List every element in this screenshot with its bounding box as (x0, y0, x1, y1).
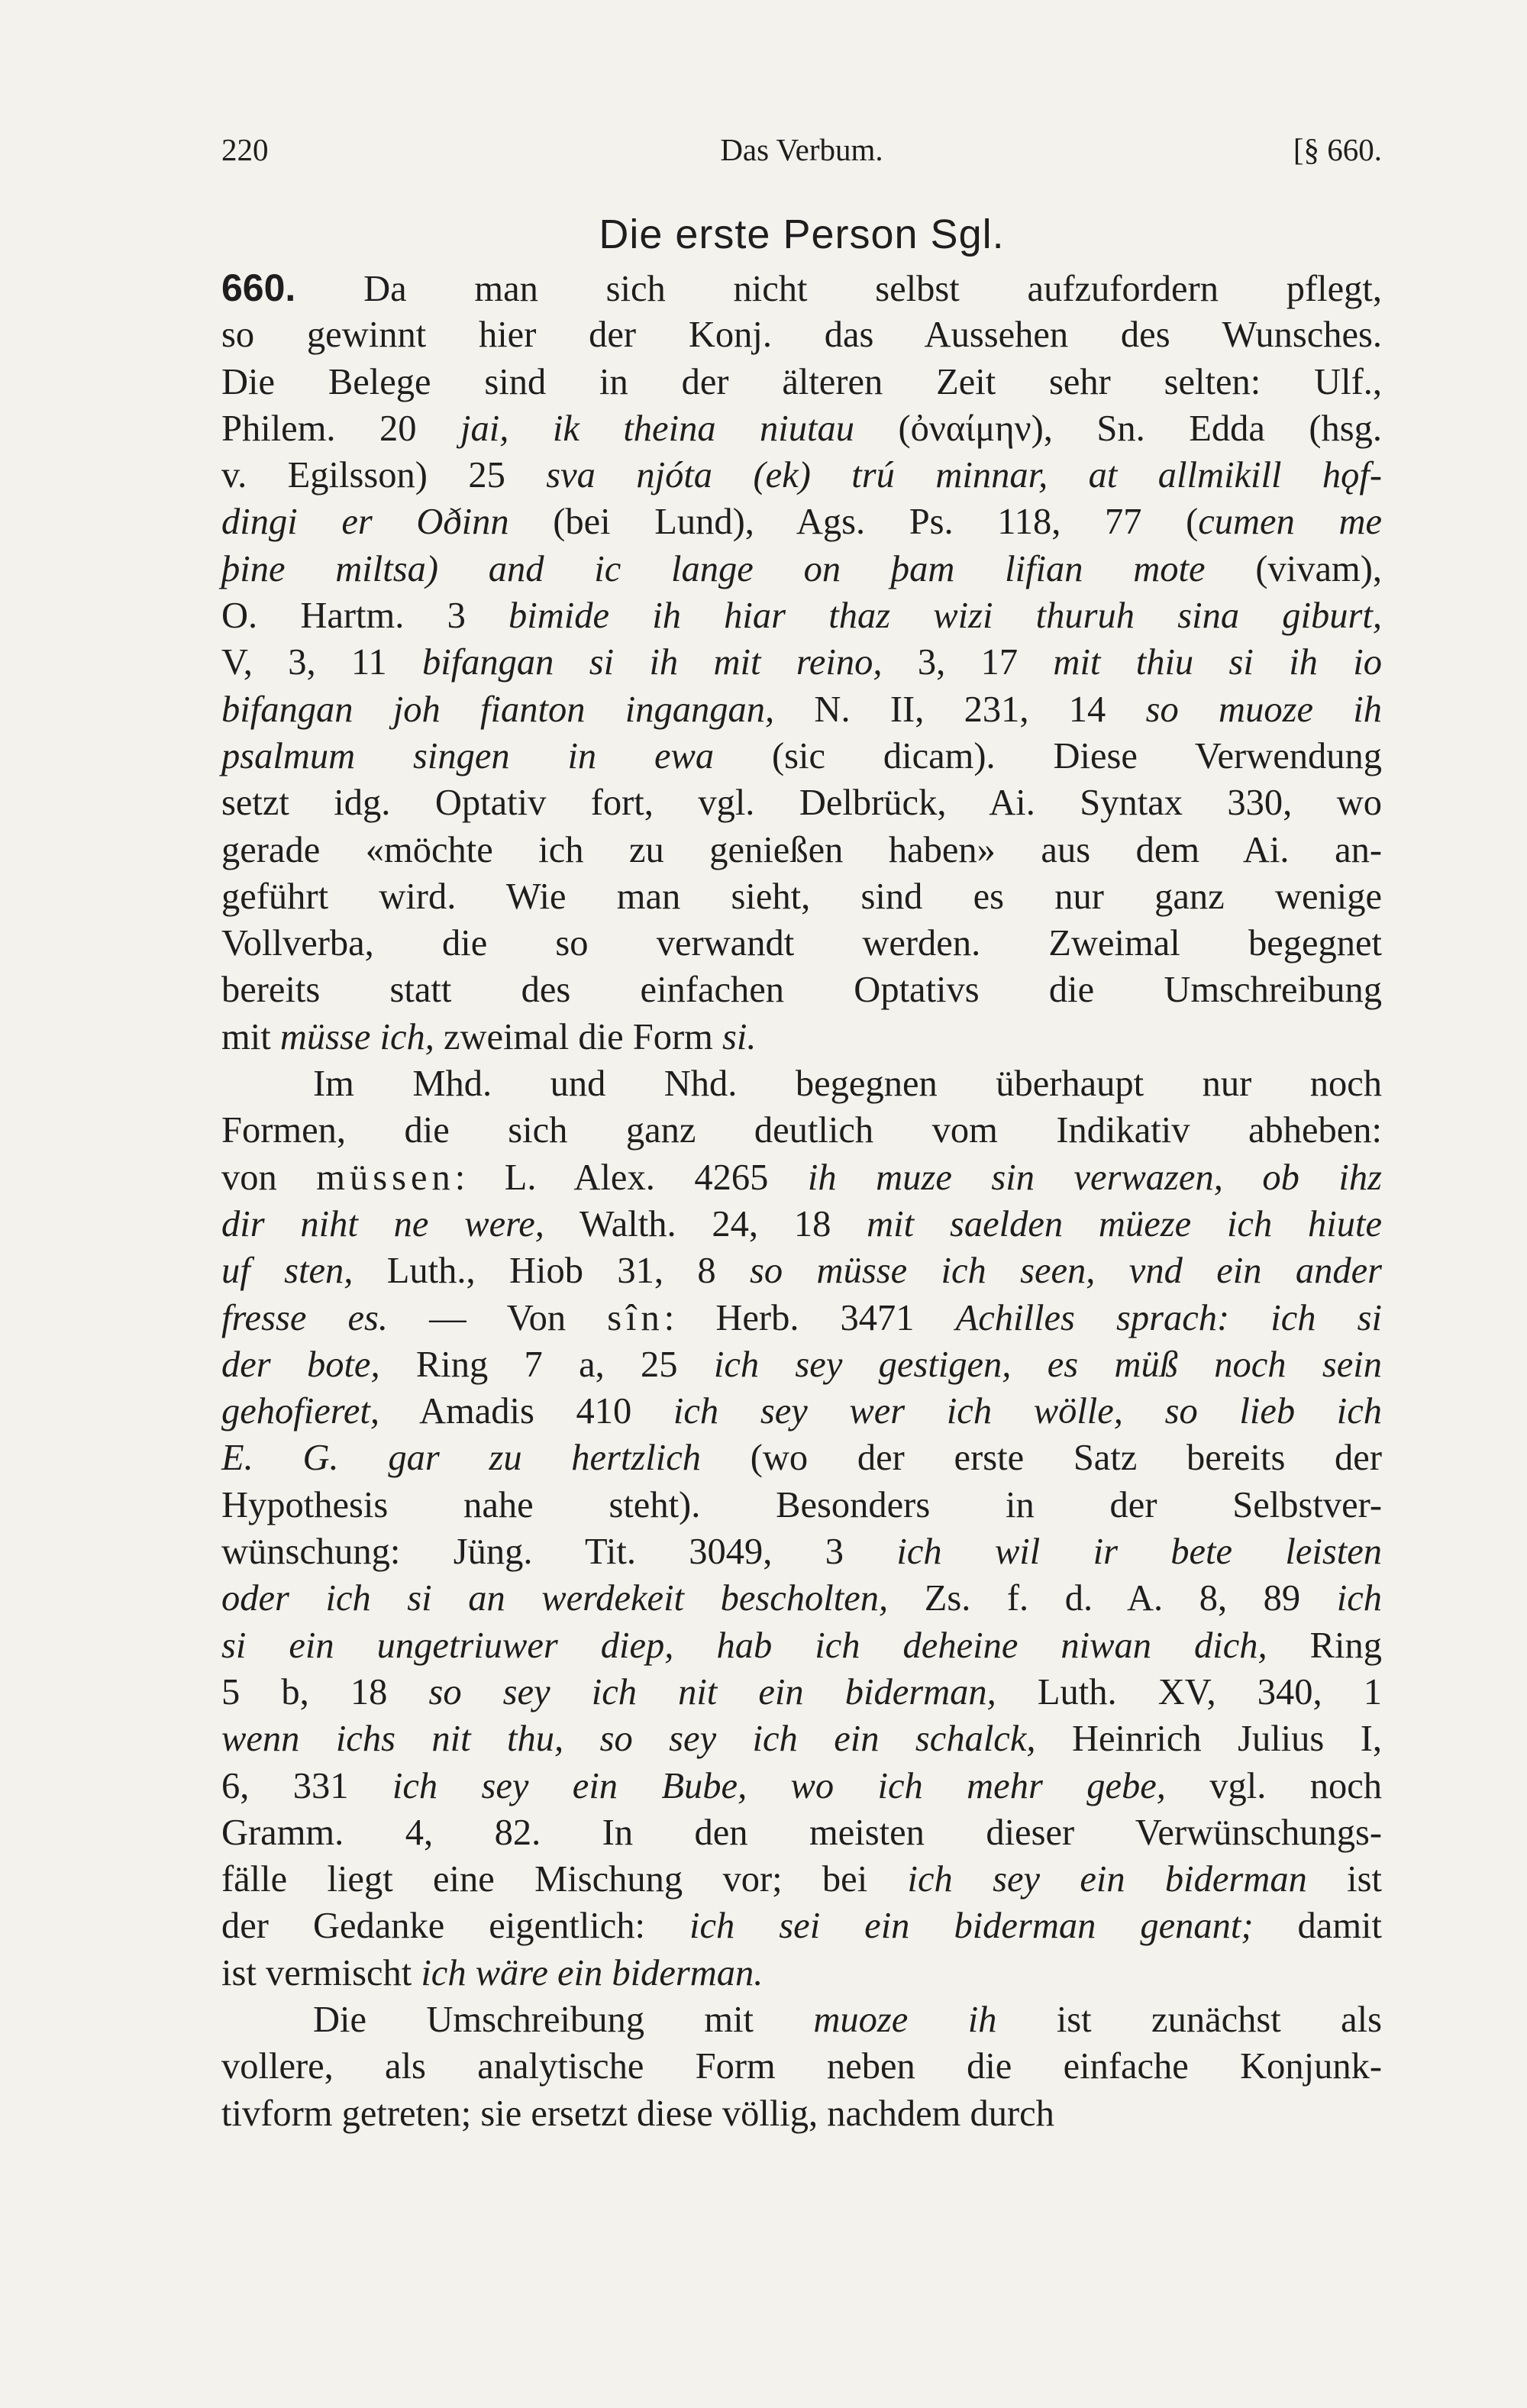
italic-citation: so muoze ih (1145, 689, 1382, 730)
text-run: vollere, als analytische Form neben die einfache Konjunk- (221, 2046, 1382, 2087)
italic-citation: mit saelden müeze ich hiute (867, 1203, 1382, 1244)
running-head (221, 127, 1382, 173)
text-run: (wo der erste Satz bereits der (701, 1438, 1382, 1479)
text-run: — Von (387, 1297, 608, 1338)
text-line (221, 967, 1382, 1013)
italic-citation: Achilles sprach: ich si (955, 1297, 1382, 1338)
italic-citation: ich sey ein biderman (907, 1859, 1307, 1900)
text-run: gerade «möchte ich zu genießen haben» aus dem Ai. an- (221, 829, 1382, 870)
text-line (221, 873, 1382, 920)
italic-citation: E. G. gar zu hertzlich (221, 1438, 702, 1479)
italic-citation: oder ich si an werdekeit bescholten, (221, 1578, 889, 1619)
text-line (221, 1669, 1382, 1716)
text-line (221, 359, 1382, 405)
text-run: : L. Alex. 4265 (454, 1157, 808, 1198)
italic-citation: dingi er Oðinn (221, 502, 509, 543)
text-line (221, 1435, 1382, 1481)
italic-citation: cumen me (1198, 502, 1382, 543)
text-line (221, 920, 1382, 967)
text-line (221, 546, 1382, 592)
italic-citation: jai, ik theina niutau (460, 408, 855, 449)
text-run: Luth., Hiob 31, 8 (353, 1251, 751, 1292)
italic-citation: ich sei ein biderman genant; (689, 1906, 1254, 1947)
text-line (221, 1903, 1382, 1949)
italic-citation: gehofieret, (221, 1391, 379, 1432)
text-line (221, 2043, 1382, 2090)
text-line (221, 1622, 1382, 1669)
text-line (221, 1763, 1382, 1809)
text-run: Philem. 20 (221, 408, 461, 449)
text-run: fälle liegt eine Mischung vor; bei (221, 1859, 908, 1900)
text-run: Heinrich Julius I, (1035, 1719, 1382, 1760)
body-text (221, 265, 1382, 2137)
italic-citation: ich sey gestigen, es müß noch sein (713, 1344, 1382, 1385)
text-run: vgl. noch (1165, 1765, 1382, 1806)
text-run: N. II, 231, 14 (774, 689, 1146, 730)
text-run: Gramm. 4, 82. In den meisten dieser Verwünschungs- (221, 1812, 1382, 1853)
text-run: bereits statt des einfachen Optativs die Umschreibung (221, 970, 1382, 1011)
italic-citation: bifangan si ih mit reino, (421, 642, 883, 683)
text-line (221, 1996, 1382, 2043)
text-run: Ring (1267, 1625, 1383, 1666)
italic-citation: ich (1336, 1578, 1383, 1619)
text-line (221, 639, 1382, 686)
italic-citation: so müsse ich seen, vnd ein ander (750, 1251, 1382, 1292)
paragraph-number: 660. (221, 266, 296, 309)
text-line (221, 1248, 1382, 1294)
text-run: 6, 331 (221, 1765, 392, 1806)
italic-citation: so sey ich nit ein biderman, (428, 1671, 996, 1712)
text-line (221, 1575, 1382, 1622)
italic-citation: ih muze sin verwazen, ob ihz (807, 1157, 1383, 1198)
text-run: Im Mhd. und Nhd. begegnen überhaupt nur noch (313, 1064, 1382, 1105)
text-line (221, 405, 1382, 452)
text-run: 3, 17 (882, 642, 1054, 683)
text-line (221, 1716, 1382, 1762)
text-line (221, 1809, 1382, 1856)
text-run (673, 1625, 716, 1666)
italic-citation: psalmum singen in ewa (221, 735, 715, 776)
text-run: setzt idg. Optativ fort, vgl. Delbrück, Ai. Syntax 330, wo (221, 783, 1382, 824)
text-line (221, 499, 1382, 545)
page-number: 220 (221, 132, 269, 167)
text-run: von (221, 1157, 317, 1198)
text-run: Die Umschreibung mit (313, 1999, 814, 2040)
text-line (221, 311, 1382, 358)
text-run: Hypothesis nahe steht). Besonders in der Selbstver- (221, 1484, 1382, 1525)
text-run: Zs. f. d. A. 8, 89 (888, 1578, 1337, 1619)
text-line (221, 1388, 1382, 1435)
italic-citation: fresse es. (221, 1297, 388, 1338)
text-run: geführt wird. Wie man sieht, sind es nur ganz wenige (221, 876, 1382, 917)
text-line (221, 2090, 1382, 2137)
text-line (221, 592, 1382, 639)
text-run: (ὀναίμην), Sn. Edda (hsg. (854, 408, 1382, 449)
text-run: Da man sich nicht selbst aufzufordern pflegt, (295, 269, 1382, 309)
italic-citation: uf sten, (221, 1251, 354, 1292)
text-run (438, 549, 489, 589)
text-line (221, 1154, 1382, 1201)
section-title: Die erste Person Sgl. (599, 211, 1005, 257)
italic-citation: ich sey wer ich wölle, so lieb ich (673, 1391, 1383, 1432)
italic-citation: bifangan joh fianton ingangan, (221, 689, 775, 730)
running-title: Das Verbum. (720, 132, 883, 167)
text-run: O. Hartm. 3 (221, 596, 509, 637)
text-run: (vivam), (1205, 548, 1382, 589)
italic-citation: ich wäre ein biderman. (421, 1952, 764, 1993)
text-line (221, 1341, 1382, 1388)
italic-citation: wenn ichs nit thu, so sey ich ein schalck, (221, 1719, 1036, 1760)
text-line (221, 1201, 1382, 1248)
text-run: ist zunächst als (996, 1999, 1382, 2040)
italic-citation: ich sey ein Bube, wo ich mehr gebe, (392, 1765, 1166, 1806)
text-line (221, 780, 1382, 826)
italic-citation: si ein ungetriuwer diep, (221, 1625, 674, 1666)
text-line (221, 1295, 1382, 1341)
text-run: Amadis 410 (379, 1391, 673, 1432)
text-run: damit (1253, 1906, 1382, 1947)
text-run: V, 3, 11 (221, 642, 422, 683)
italic-citation: ich wil ir bete leisten (896, 1532, 1383, 1573)
text-run: Vollverba, die so verwandt werden. Zweimal begegnet (221, 923, 1382, 964)
text-run: zweimal die Form (434, 1016, 723, 1057)
text-line (221, 686, 1382, 733)
text-run: mit (221, 1016, 280, 1057)
italic-citation: bimide ih hiar thaz wizi thuruh sina giburt, (508, 596, 1382, 637)
text-run: so gewinnt hier der Konj. das Aussehen des Wunsches. (221, 315, 1382, 356)
text-line (221, 1060, 1382, 1107)
text-run: 5 b, 18 (221, 1671, 429, 1712)
text-run: ist vermischt (221, 1952, 421, 1993)
text-run: v. Egilsson) 25 (221, 455, 547, 496)
text-run: ist (1306, 1859, 1382, 1900)
text-line (221, 452, 1382, 499)
text-run: wünschung: Jüng. Tit. 3049, 3 (221, 1532, 897, 1573)
text-run: : Herb. 3471 (663, 1297, 956, 1338)
text-run: tivform getreten; sie ersetzt diese völlig, nachdem durch (221, 2093, 1054, 2134)
italic-citation: dir niht ne were, (221, 1203, 544, 1244)
italic-citation: mit thiu si ih io (1053, 642, 1382, 683)
italic-citation: si. (722, 1016, 757, 1057)
text-run: Luth. XV, 340, 1 (996, 1671, 1382, 1712)
spaced-term: müssen (316, 1157, 455, 1198)
text-line (221, 827, 1382, 873)
text-run: Walth. 24, 18 (544, 1203, 867, 1244)
text-line (221, 733, 1382, 780)
section-reference: [§ 660. (1293, 132, 1382, 167)
italic-citation: der bote, (221, 1344, 380, 1385)
text-line (221, 1482, 1382, 1528)
text-run: (bei Lund), Ags. Ps. 118, 77 ( (508, 502, 1199, 543)
spaced-term: sîn (607, 1297, 664, 1338)
text-line (221, 1528, 1382, 1575)
text-line (221, 1014, 1382, 1060)
text-line (221, 1950, 1382, 1996)
text-run: (sic dicam). Diese Verwendung (714, 735, 1382, 776)
text-run: der Gedanke eigentlich: (221, 1906, 690, 1947)
italic-citation: müsse ich, (279, 1016, 434, 1057)
text-line (221, 1107, 1382, 1154)
italic-citation: muoze ih (813, 1999, 997, 2040)
italic-citation: and ic lange on þam lifian mote (488, 548, 1206, 589)
text-run: Formen, die sich ganz deutlich vom Indikativ abheben: (221, 1110, 1382, 1151)
text-run: Die Belege sind in der älteren Zeit sehr selten: Ulf., (221, 361, 1382, 402)
italic-citation: hab ich deheine niwan dich, (716, 1625, 1267, 1666)
italic-citation: þine miltsa) (221, 548, 438, 589)
text-line (221, 1856, 1382, 1903)
text-run: Ring 7 a, 25 (379, 1344, 714, 1385)
italic-citation: sva njóta (ek) trú minnar, at allmikill hǫf- (546, 455, 1382, 496)
text-line (221, 265, 1382, 311)
